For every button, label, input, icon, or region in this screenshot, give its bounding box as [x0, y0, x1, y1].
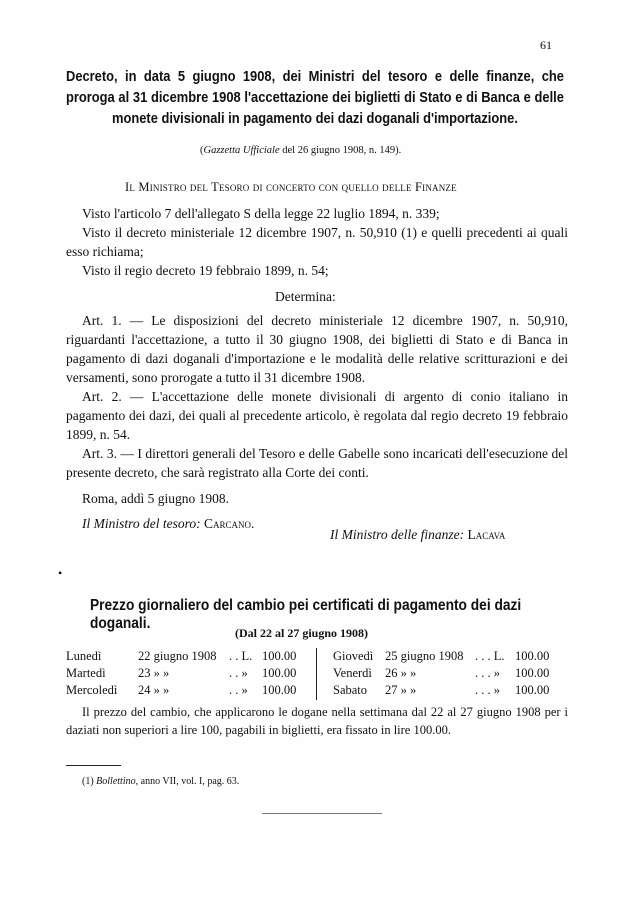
rate-date: 22 giugno 1908: [138, 649, 217, 663]
article-1: Art. 1. — Le disposizioni del decreto ministeriale 12 dicembre 1907, n. 50,910, riguardanti l'accettazione, a tutto il 30 giugno 1908, dei biglietti di Stato e di Banca in pagamento di dazi doganali d'importazione e le modalità delle relative scritturazioni e dei versamenti, sono prorogate a tutto il 31 dicembre 1908.: [66, 313, 568, 385]
article-3: Art. 3. — I direttori generali del Tesoro e delle Gabelle sono incaricati dell'esecuzione del presente decreto, che sarà registrato alla Corte dei conti.: [66, 446, 568, 480]
rate-date: 24 » »: [138, 683, 170, 697]
rate-fill: . . L.: [229, 649, 253, 663]
rates-left-column: [66, 648, 306, 699]
rates-right-column: [316, 648, 575, 700]
determina-heading: Determina:: [275, 289, 336, 304]
rate-fill: . . »: [229, 666, 248, 680]
rate-day: Martedì: [66, 666, 106, 680]
rate-value: 100.00: [262, 649, 297, 663]
treasury-role: Il Ministro del tesoro:: [82, 516, 201, 531]
rate-day: Sabato: [333, 683, 368, 697]
rate-fill: . . . »: [475, 666, 500, 680]
article-2: Art. 2. — L'accettazione delle monete divisionali di argento di conio italiano in pagamento dei dazi, dei quali al precedente articolo, è regolata dal regio decreto 19 febbraio 1899, n. 54.: [66, 389, 568, 442]
rate-value: 100.00: [515, 683, 550, 697]
left-row: [66, 665, 306, 682]
end-rule: [262, 813, 382, 814]
right-row: [325, 665, 575, 682]
rate-value: 100.00: [262, 666, 297, 680]
footnote-rule: [66, 765, 121, 766]
minister-heading: Il Ministro del Tesoro di concerto con quello delle Finanze: [125, 180, 457, 194]
finance-role: Il Ministro delle finanze:: [330, 527, 465, 542]
decree-title: Decreto, in data 5 giugno 1908, dei Ministri del tesoro e delle finanze, che proroga al 31 dicembre 1908 l'accettazione dei biglietti di Stato e di Banca e delle monete divisionali in pagamento dei dazi doganali d'importazione.: [66, 68, 564, 127]
rate-date: 25 giugno 1908: [385, 649, 464, 663]
articles: [66, 311, 568, 482]
left-row: [66, 682, 306, 699]
treasury-name: Carcano.: [204, 516, 255, 531]
closing-note: [66, 703, 568, 739]
closing-text: Il prezzo del cambio, che applicarono le dogane nella settimana dal 22 al 27 giugno 1908 per i daziati non superiori a lire 100, pagabili in biglietti, era fissato in lire 100.00.: [66, 705, 568, 737]
place-date: Roma, addì 5 giugno 1908.: [82, 491, 229, 506]
right-row: [325, 648, 575, 665]
page-number: 61: [540, 38, 552, 52]
visto-1: Visto l'articolo 7 dell'allegato S della legge 22 luglio 1894, n. 339;: [82, 206, 440, 221]
footnote-detail: , anno VII, vol. I, pag. 63.: [135, 776, 240, 787]
rate-date: 27 » »: [385, 683, 417, 697]
visto-2: Visto il decreto ministeriale 12 dicembre 1907, n. 50,910 (1) e quelli precedenti ai quali esso richiama;: [66, 225, 568, 259]
rate-date: 23 » »: [138, 666, 170, 680]
footnote: [82, 776, 239, 787]
rate-fill: . . . L.: [475, 649, 505, 663]
finance-name: Lacava: [467, 527, 506, 542]
rate-day: Lunedì: [66, 649, 102, 663]
signature-treasury: [82, 516, 254, 532]
rate-value: 100.00: [515, 666, 550, 680]
rate-date: 26 » »: [385, 666, 417, 680]
rate-value: 100.00: [262, 683, 297, 697]
rate-day: Venerdì: [333, 666, 372, 680]
gazette-open: (: [200, 145, 204, 156]
right-row: [325, 682, 575, 699]
exchange-period: (Dal 22 al 27 giugno 1908): [235, 626, 369, 640]
rate-day: Giovedì: [333, 649, 374, 663]
rate-value: 100.00: [515, 649, 550, 663]
rate-fill: . . »: [229, 683, 248, 697]
preamble: [66, 204, 568, 280]
signature-finance: [330, 527, 505, 543]
gazette-reference: [200, 145, 401, 156]
exchange-title: Prezzo giornaliero del cambio pei certificati di pagamento dei dazi doganali.: [90, 597, 522, 632]
gazette-date: del 26 giugno 1908, n. 149).: [282, 145, 402, 156]
rate-day: Mercoledì: [66, 683, 118, 697]
visto-3: Visto il regio decreto 19 febbraio 1899, n. 54;: [82, 263, 329, 278]
gazette-name: Gazzetta Ufficiale: [203, 145, 280, 156]
footnote-marker: (1): [82, 776, 94, 787]
left-row: [66, 648, 306, 665]
footnote-source: Bollettino: [96, 776, 136, 787]
section-divider-dot: •: [58, 566, 63, 580]
rate-fill: . . . »: [475, 683, 500, 697]
